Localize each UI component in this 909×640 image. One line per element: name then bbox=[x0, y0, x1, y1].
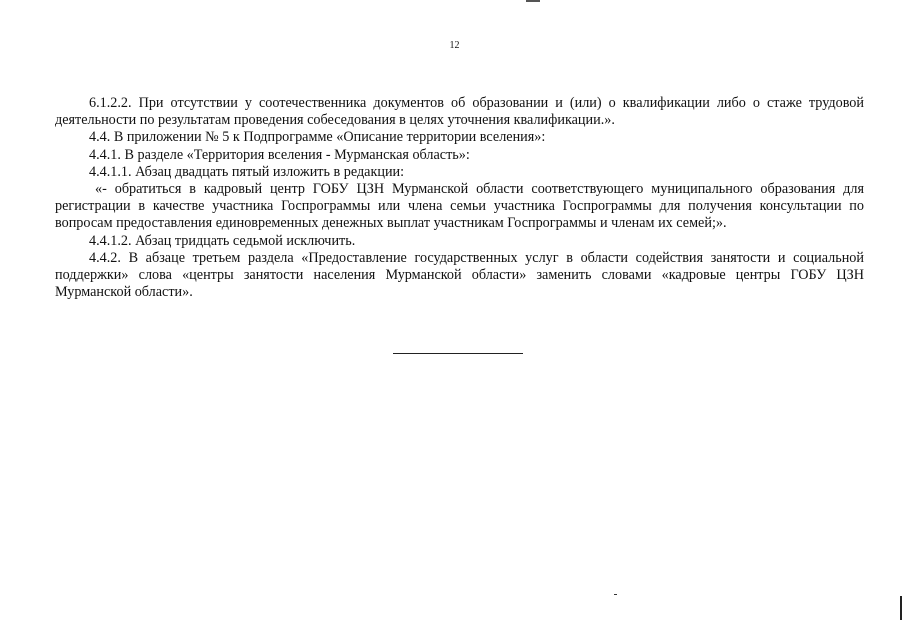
paragraph-4-4-1-1: 4.4.1.1. Абзац двадцать пятый изложить в редакции: bbox=[89, 163, 405, 180]
paragraph-4-4-1: 4.4.1. В разделе «Территория вселения - Мурманская область»: bbox=[89, 146, 470, 163]
paragraph-4-4: 4.4. В приложении № 5 к Подпрограмме «Описание территории вселения»: bbox=[89, 129, 546, 146]
scan-edge-mark bbox=[900, 596, 902, 620]
paragraph-4-4-2: 4.4.2. В абзаце третьем раздела «Предоставление государственных услуг в области содействия занятости и социальной поддержки» слова «центры занятости населения Мурманской области» заменить словами «кадровые центры ГОБУ ЦЗН Мурманской области». bbox=[55, 249, 864, 301]
paragraph-4-4-1-2: 4.4.1.2. Абзац тридцать седьмой исключить. bbox=[89, 232, 356, 249]
scan-speck bbox=[614, 594, 617, 595]
scan-artifact-top bbox=[526, 0, 540, 2]
end-of-document-rule bbox=[393, 353, 523, 354]
page-number: 12 bbox=[449, 40, 460, 51]
paragraph-6-1-2-2: 6.1.2.2. При отсутствии у соотечественника документов об образовании и (или) о квалификации либо о стаже трудовой деятельности по результатам проведения собеседования в целях уточнения квалификации.». bbox=[55, 95, 864, 129]
paragraph-quoted-text: «- обратиться в кадровый центр ГОБУ ЦЗН Мурманской области соответствующего муниципального образования для регистрации в качестве участника Госпрограммы или члена семьи участника Госпрограммы для получения консультации по вопросам предоставления единовременных денежных выплат участникам Госпрограммы и членам их семей;». bbox=[55, 181, 864, 232]
document-body bbox=[55, 95, 864, 301]
